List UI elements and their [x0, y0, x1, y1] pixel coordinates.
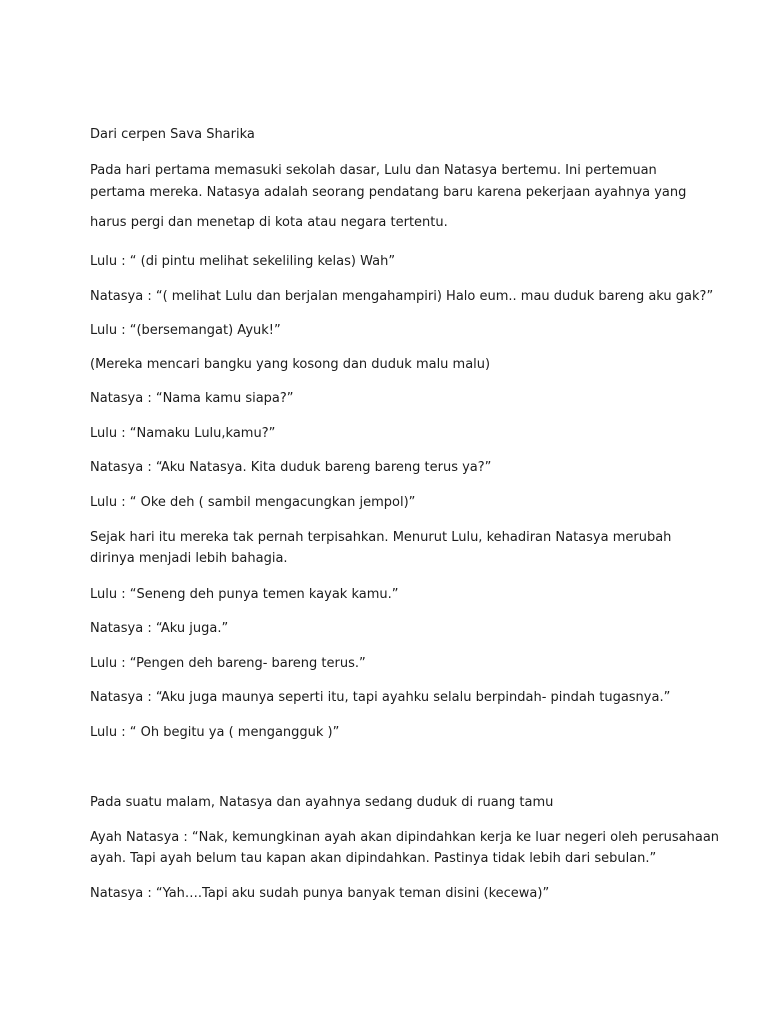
paragraph-line: Pada suatu malam, Natasya dan ayahnya sedang duduk di ruang tamu	[90, 795, 554, 810]
dialog-line: Natasya : “Aku Natasya. Kita duduk bareng bareng terus ya?”	[90, 460, 492, 475]
dialog-line: Natasya : “Nama kamu siapa?”	[90, 391, 294, 406]
dialog-line: Lulu : “ Oke deh ( sambil mengacungkan jempol)”	[90, 495, 416, 510]
dialog-line: Ayah Natasya : “Nak, kemungkinan ayah akan dipindahkan kerja ke luar negeri oleh perusahaan	[90, 830, 720, 845]
stage-direction: (Mereka mencari bangku yang kosong dan duduk malu malu)	[90, 357, 491, 372]
dialog-line: Natasya : “Aku juga.”	[90, 621, 229, 636]
dialog-line: Lulu : “ Oh begitu ya ( mengangguk )”	[90, 725, 340, 740]
dialog-line: Natasya : “( melihat Lulu dan berjalan mengahampiri) Halo eum.. mau duduk bareng aku gak?”	[90, 289, 714, 304]
dialog-line: Lulu : “(bersemangat) Ayuk!”	[90, 323, 281, 338]
dialog-line: Lulu : “Seneng deh punya temen kayak kamu.”	[90, 587, 399, 602]
paragraph-line: Pada hari pertama memasuki sekolah dasar, Lulu dan Natasya bertemu. Ini pertemuan	[90, 163, 657, 178]
paragraph-line: pertama mereka. Natasya adalah seorang pendatang baru karena pekerjaan ayahnya yang	[90, 185, 687, 200]
dialog-line: Lulu : “ (di pintu melihat sekeliling kelas) Wah”	[90, 254, 396, 269]
dialog-line: Lulu : “Namaku Lulu,kamu?”	[90, 426, 276, 441]
paragraph-line: dirinya menjadi lebih bahagia.	[90, 551, 288, 566]
paragraph-line: harus pergi dan menetap di kota atau negara tertentu.	[90, 215, 448, 230]
document-title: Dari cerpen Sava Sharika	[90, 127, 255, 142]
dialog-line: ayah. Tapi ayah belum tau kapan akan dipindahkan. Pastinya tidak lebih dari sebulan.”	[90, 851, 657, 866]
dialog-line: Natasya : “Aku juga maunya seperti itu, tapi ayahku selalu berpindah- pindah tugasnya.”	[90, 690, 671, 705]
paragraph-line: Sejak hari itu mereka tak pernah terpisahkan. Menurut Lulu, kehadiran Natasya merubah	[90, 530, 672, 545]
dialog-line: Natasya : “Yah….Tapi aku sudah punya banyak teman disini (kecewa)”	[90, 886, 550, 901]
dialog-line: Lulu : “Pengen deh bareng- bareng terus.”	[90, 656, 366, 671]
